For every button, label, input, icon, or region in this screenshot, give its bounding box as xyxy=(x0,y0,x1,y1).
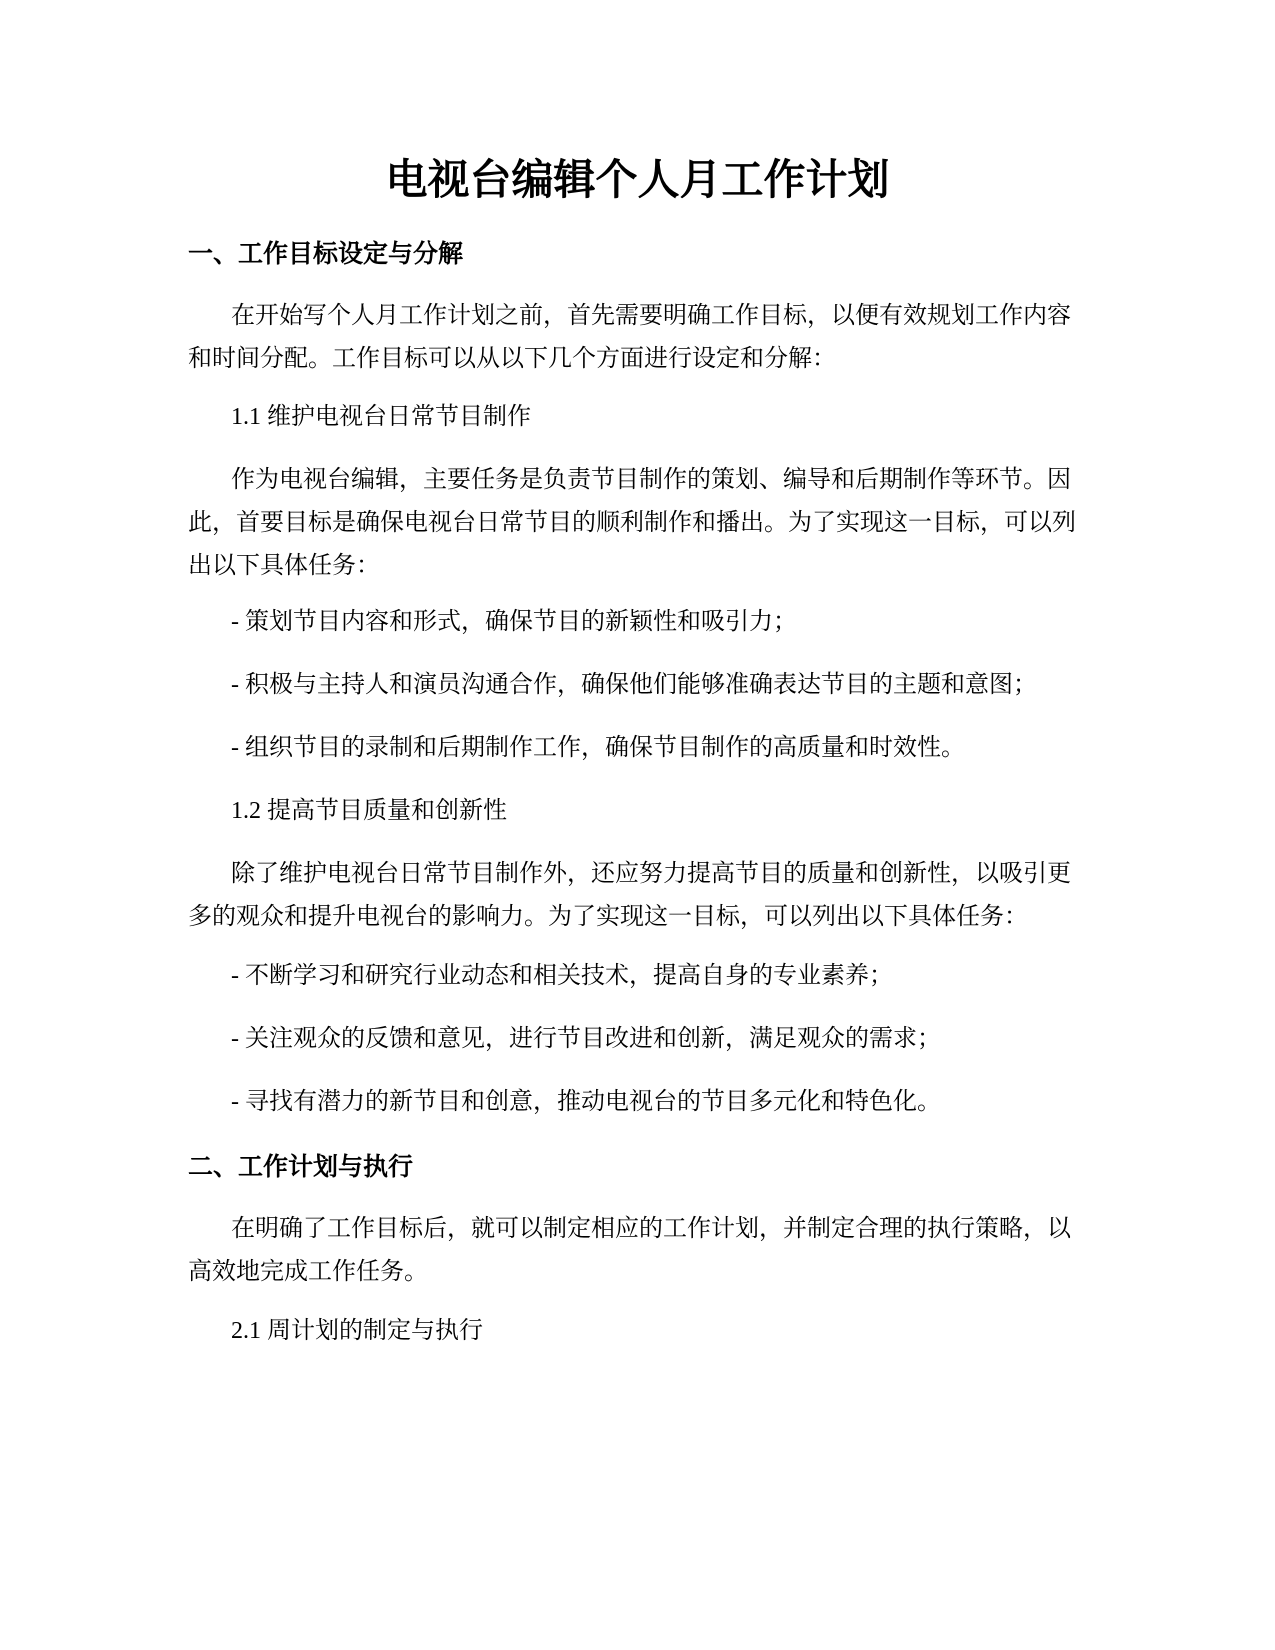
list-item: - 积极与主持人和演员沟通合作，确保他们能够准确表达节目的主题和意图； xyxy=(231,672,1037,698)
list-item: - 不断学习和研究行业动态和相关技术，提高自身的专业素养； xyxy=(231,963,893,989)
list-item: - 组织节目的录制和后期制作工作，确保节目制作的高质量和时效性。 xyxy=(231,735,965,761)
subsection-1-1-body: 作为电视台编辑，主要任务是负责节目制作的策划、编导和后期制作等环节。因此，首要目标是确保电视台日常节目的顺利制作和播出。为了实现这一目标，可以列出以下具体任务： xyxy=(188,467,1076,579)
subsection-1-2-body: 除了维护电视台日常节目制作外，还应努力提高节目的质量和创新性，以吸引更多的观众和提升电视台的影响力。为了实现这一目标，可以列出以下具体任务： xyxy=(188,861,1071,930)
list-item: - 策划节目内容和形式，确保节目的新颖性和吸引力； xyxy=(231,609,797,635)
section-2-intro: 在明确了工作目标后，就可以制定相应的工作计划，并制定合理的执行策略，以高效地完成工作任务。 xyxy=(188,1216,1071,1285)
subsection-2-1-heading: 2.1 周计划的制定与执行 xyxy=(231,1318,483,1344)
section-1-intro: 在开始写个人月工作计划之前，首先需要明确工作目标，以便有效规划工作内容和时间分配。工作目标可以从以下几个方面进行设定和分解： xyxy=(188,303,1071,372)
subsection-1-1-heading: 1.1 维护电视台日常节目制作 xyxy=(231,404,531,430)
list-item: - 寻找有潜力的新节目和创意，推动电视台的节目多元化和特色化。 xyxy=(231,1089,941,1115)
list-item: - 关注观众的反馈和意见，进行节目改进和创新，满足观众的需求； xyxy=(231,1026,941,1052)
document-title: 电视台编辑个人月工作计划 xyxy=(385,156,890,203)
subsection-1-2-heading: 1.2 提高节目质量和创新性 xyxy=(231,798,507,824)
section-2-heading: 二、工作计划与执行 xyxy=(188,1153,414,1181)
section-1-heading: 一、工作目标设定与分解 xyxy=(188,240,464,268)
